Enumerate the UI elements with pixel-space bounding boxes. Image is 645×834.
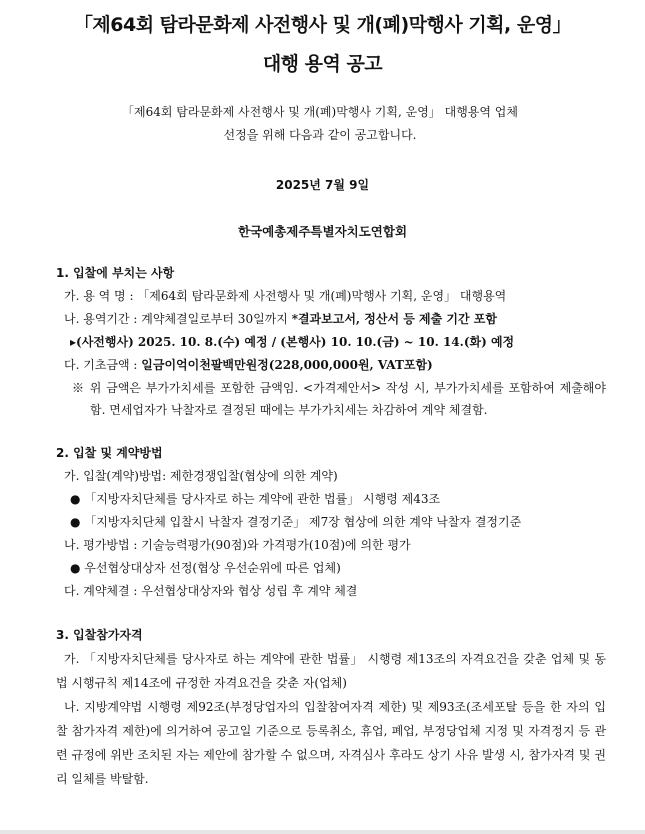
service-name-row: 가. 용 역 명 : 「제64회 탐라문화제 사전행사 및 개(폐)막행사 기획, 운영」 대행용역 <box>64 289 507 303</box>
doc-title-line2: 대행 용역 공고 <box>262 53 383 75</box>
service-period-row <box>56 308 606 331</box>
eligibility-a: 가. 「지방자치단체를 당사자로 하는 계약에 관한 법률」 시행령 제13조의 자격요건을 갖춘 업체 및 동법 시행규칙 제14조에 규정한 자격요건을 갖춘 자(업체) <box>56 652 606 690</box>
doc-title-line1: 「제64회 탐라문화제 사전행사 및 개(폐)막행사 기획, 운영」 <box>73 14 572 36</box>
intro-line2: 선정을 위해 다음과 같이 공고합니다. <box>223 128 417 142</box>
section-3-heading: 3. 입찰참가자격 <box>56 628 143 642</box>
evaluation-method-row: 나. 평가방법 : 기술능력평가(90점)와 가격평가(10점)에 의한 평가 <box>64 538 411 552</box>
schedule-row: ▸(사전행사) 2025. 10. 8.(수) 예정 / (본행사) 10. 10.(금) ~ 10. 14.(화) 예정 <box>70 335 515 349</box>
evaluation-method-bullet: ● 우선협상대상자 선정(협상 우선순위에 따른 업체) <box>70 561 341 575</box>
vat-note: ※ 위 금액은 부가가치세를 포함한 금액임. <가격제안서> 작성 시, 부가가치세를 포함하여 제출해야 함. 면세업자가 낙찰자로 결정된 때에는 부가가치세는 차감하여 계약 체결함. <box>72 381 606 417</box>
section-1-heading: 1. 입찰에 부치는 사항 <box>56 266 175 280</box>
base-price-row <box>56 354 606 377</box>
section-2-heading: 2. 입찰 및 계약방법 <box>56 446 163 460</box>
page-bottom-border <box>0 830 645 834</box>
base-price-value: 일금이억이천팔백만원정(228,000,000원, VAT포함) <box>141 358 433 372</box>
contract-method-law-1: ● 「지방자치단체를 당사자로 하는 계약에 관한 법률」 시행령 제43조 <box>70 492 441 506</box>
announcement-date: 2025년 7월 9일 <box>275 178 370 192</box>
base-price-label: 다. 기초금액 : <box>64 358 142 372</box>
contract-signing-row: 다. 계약체결 : 우선협상대상자와 협상 성립 후 계약 체결 <box>64 584 358 598</box>
contract-method-row: 가. 입찰(계약)방법: 제한경쟁입찰(협상에 의한 계약) <box>64 469 338 483</box>
service-period-label: 나. 용역기간 : 계약체결일로부터 30일까지 <box>64 312 292 326</box>
contract-method-law-2: ● 「지방자치단체 입찰시 낙찰자 결정기준」 제7장 협상에 의한 계약 낙찰자 결정기준 <box>70 515 522 529</box>
eligibility-b: 나. 지방계약법 시행령 제92조(부정당업자의 입찰참여자격 제한) 및 제93조(조세포탈 등을 한 자의 입찰 참가자격 제한)에 의거하여 공고일 기준으로 등록취소, 휴업, 폐업, 부정당업체 지정 및 자격정지 등 관련 규정에 위반 조치된 자는 제안에 참가할 수 없으며, 자격심사 후라도 상기 사유 발생 시, 참가자격 및 권리 일체를 박탈함. <box>56 700 606 786</box>
service-period-note: *결과보고서, 정산서 등 제출 기간 포함 <box>291 312 497 326</box>
organization-name: 한국예총제주특별자치도연합회 <box>237 224 408 239</box>
document-body <box>56 262 606 791</box>
intro-paragraph <box>40 101 600 147</box>
intro-line1: 「제64회 탐라문화제 사전행사 및 개(폐)막행사 기획, 운영」 대행용역 업체 <box>122 105 518 119</box>
